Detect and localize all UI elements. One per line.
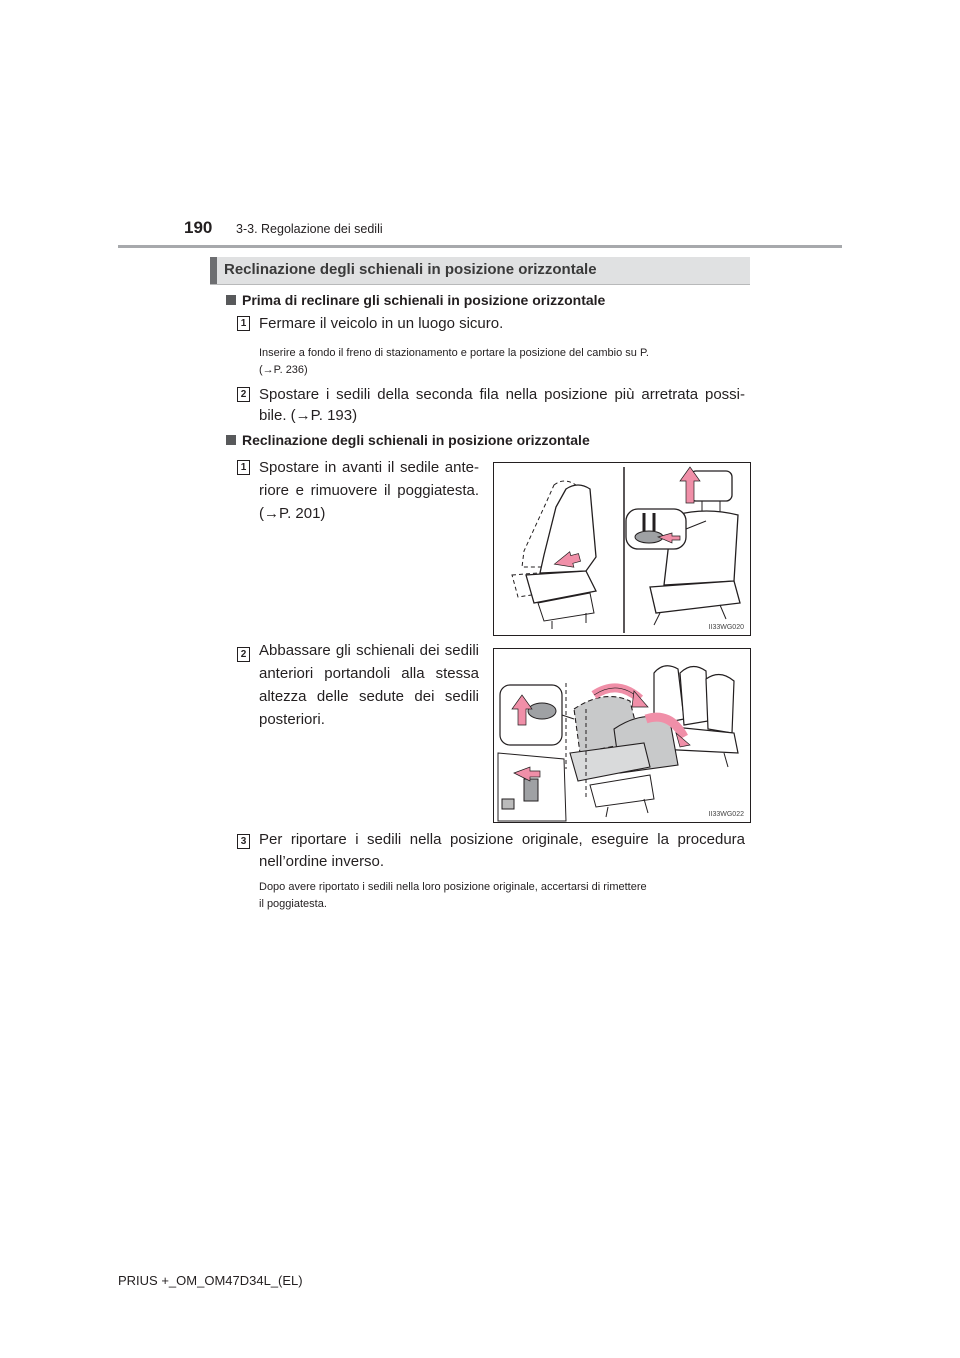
step-marker: 3	[237, 834, 250, 849]
title-accent	[210, 257, 217, 284]
step-text: posteriori.	[259, 711, 325, 728]
figure-fold-front-seats	[493, 648, 751, 823]
figure-code: II33WG022	[708, 811, 744, 818]
footer-doc-id: PRIUS +_OM_OM47D34L_(EL)	[118, 1273, 303, 1288]
step-text: Abbassare gli schienali dei sedili	[259, 642, 479, 659]
square-bullet-icon	[226, 435, 236, 445]
step-text: (→P. 201)	[259, 505, 326, 522]
figure-code: II33WG020	[708, 624, 744, 631]
step-marker: 2	[237, 387, 250, 402]
square-bullet-icon	[226, 295, 236, 305]
subheading-2-text: Reclinazione degli schienali in posizione orizzontale	[242, 432, 590, 448]
step-text: altezza delle sedute dei sedili	[259, 688, 479, 705]
seat-illustration-1	[494, 463, 750, 635]
seat-illustration-2	[494, 649, 750, 822]
topic-title-bar	[210, 257, 750, 285]
step-text: Per riportare i sedili nella posizione originale, eseguire la procedura	[259, 831, 745, 848]
step-note: (→P. 236)	[259, 364, 308, 376]
step-note: Dopo avere riportato i sedili nella loro posizione originale, accertarsi di rimettere	[259, 881, 647, 893]
step-marker: 2	[237, 647, 250, 662]
subheading-1	[226, 292, 605, 308]
subheading-2	[226, 432, 590, 448]
step-marker: 1	[237, 316, 250, 331]
step-note: il poggiatesta.	[259, 898, 327, 910]
subheading-1-text: Prima di reclinare gli schienali in posizione orizzontale	[242, 292, 606, 308]
section-title: 3-3. Regolazione dei sedili	[236, 222, 383, 236]
step-text: Spostare i sedili della seconda fila nella posizione più arretrata possi-	[259, 386, 745, 403]
step-text: nell’ordine inverso.	[259, 853, 385, 870]
header-rule	[118, 245, 842, 248]
step-text: Spostare in avanti il sedile ante-	[259, 459, 479, 476]
step-text: anteriori portandoli alla stessa	[259, 665, 479, 682]
topic-title: Reclinazione degli schienali in posizione orizzontale	[224, 261, 597, 278]
figure-front-seat-headrest	[493, 462, 751, 636]
step-text: Fermare il veicolo in un luogo sicuro.	[259, 315, 504, 332]
step-note: Inserire a fondo il freno di stazionamento e portare la posizione del cambio su P.	[259, 347, 649, 359]
step-text: riore e rimuovere il poggiatesta.	[259, 482, 479, 499]
step-marker: 1	[237, 460, 250, 475]
page-number: 190	[184, 218, 213, 237]
step-text: bile. (→P. 193)	[259, 407, 358, 424]
